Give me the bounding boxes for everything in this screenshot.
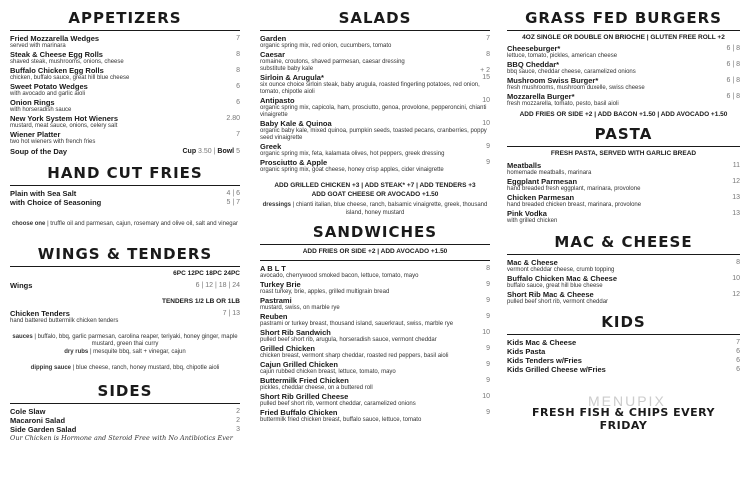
item-price: 9 — [486, 280, 490, 288]
item-desc: pulled beef short rib, vermont cheddar — [507, 298, 609, 305]
divider — [507, 254, 740, 255]
item-name: Buffalo Chicken Mac & Cheese — [507, 273, 618, 283]
item-desc-extra: substitute baby kale — [260, 66, 314, 72]
rubs-label: dry rubs — [64, 348, 89, 355]
item-desc: organic spring mix, red onion, cucumbers, tomato — [260, 43, 392, 49]
menu-item — [507, 356, 740, 365]
item-desc: with grilled chicken — [507, 217, 558, 224]
item-price: 6 — [736, 356, 740, 364]
rubs-note — [10, 349, 240, 357]
menu-item — [260, 344, 490, 360]
item-price: 9 — [486, 376, 490, 384]
item-name: Short Rib Sandwich — [260, 327, 331, 337]
pasta-head: FRESH PASTA, SERVED WITH GARLIC BREAD — [550, 150, 697, 157]
salads-add-1: ADD GRILLED CHICKEN +3 | ADD STEAK* +7 | ADD TENDERS +3 — [274, 182, 476, 189]
item-name: with Choice of Seasoning — [10, 198, 102, 207]
item-name: Side Garden Salad — [10, 424, 77, 434]
item-price: 10 — [482, 328, 490, 336]
salads-list — [260, 34, 490, 174]
sauces-text: | buffalo, bbq, garlic parmesan, carolina reaper, teriyaki, honey ginger, maple mustard, green thai curry — [34, 333, 238, 347]
item-desc: chicken, buffalo sauce, great hill blue cheese — [10, 75, 130, 81]
burgers-list — [507, 44, 740, 108]
item-name: Kids Pasta — [507, 346, 546, 356]
item-price: 7 — [736, 338, 740, 346]
item-price: 8 — [486, 264, 490, 272]
item-desc: buffalo sauce, great hill blue cheese — [507, 282, 603, 289]
item-desc: bbq sauce, cheddar cheese, caramelized onions — [507, 68, 636, 75]
sandwiches-title: SANDWICHES — [312, 223, 438, 241]
tenders-head: TENDERS 1/2 LB OR 1LB — [161, 297, 240, 305]
menu-item — [507, 274, 740, 290]
tenders-item — [10, 309, 240, 325]
kids-title: KIDS — [601, 312, 646, 331]
menu-item — [260, 408, 490, 424]
menu-item — [260, 376, 490, 392]
soup-cup-label: Cup — [182, 148, 197, 155]
tenders-name: Chicken Tenders — [10, 308, 70, 318]
item-desc: pulled beef short rib, vermont cheddar, caramelized onions — [260, 400, 416, 407]
item-desc: organic spring mix, capicola, ham, prosciutto, genoa, provolone, pepperoncini, chianti vinaigrette — [260, 105, 487, 118]
menu-item — [10, 98, 240, 114]
item-name: Fried Mozzarella Wedges — [10, 34, 100, 43]
wings-title: WINGS & TENDERS — [37, 244, 213, 263]
tenders-price: 7 | 13 — [222, 309, 240, 317]
menu-item — [507, 258, 740, 274]
item-price: 5 | 7 — [226, 199, 240, 206]
soup-item — [10, 147, 240, 156]
item-name: Eggplant Parmesan — [507, 176, 578, 186]
burgers-title: GRASS FED BURGERS — [525, 9, 722, 27]
item-desc: romaine, croutons, shaved parmesan, caesar dressing — [260, 59, 405, 65]
dipping-note — [10, 365, 240, 373]
soup-price — [182, 147, 240, 156]
column-left — [10, 0, 240, 442]
fries-list — [10, 189, 240, 207]
tenders-desc: hand battered buttermilk chicken tenders — [10, 317, 119, 324]
item-price: 13 — [732, 193, 740, 201]
divider — [507, 334, 740, 335]
item-desc: lettuce, tomato, pickles, american cheese — [507, 52, 618, 59]
divider — [10, 403, 240, 404]
item-name: Mushroom Swiss Burger* — [507, 75, 599, 85]
dress-label: dressings — [262, 202, 291, 208]
item-price: 7 — [486, 35, 490, 42]
item-name: A B L T — [260, 263, 286, 273]
divider — [260, 244, 490, 245]
item-desc: organic spring mix, feta, kalamata olives, hot peppers, greek dressing — [260, 151, 445, 157]
item-price: 10 — [482, 120, 490, 127]
item-price: 12 — [732, 177, 740, 185]
menu-item — [260, 264, 490, 280]
item-name: Macaroni Salad — [10, 415, 66, 425]
item-price: 6 | 8 — [726, 60, 740, 68]
column-right — [507, 0, 740, 432]
item-name: Plain with Sea Salt — [10, 189, 77, 198]
menu-item — [10, 114, 240, 130]
item-price: 8 — [486, 51, 490, 58]
burgers-head: 4OZ SINGLE OR DOUBLE ON BRIOCHE | GLUTEN FREE ROLL +2 — [522, 34, 725, 41]
sauces-note — [10, 334, 240, 349]
menu-item — [507, 177, 740, 193]
menu-item — [10, 425, 240, 434]
menu-item — [260, 119, 490, 142]
item-name: Short Rib Grilled Cheese — [260, 391, 349, 401]
dressings-note — [260, 202, 490, 217]
sandwiches-list — [260, 264, 490, 424]
menu-item — [10, 34, 240, 50]
appetizers-list — [10, 34, 240, 146]
menu-item — [507, 290, 740, 306]
menu-item — [10, 416, 240, 425]
item-desc: fresh mushrooms, mushroom duxelle, swiss cheese — [507, 84, 645, 91]
item-price: 2 — [236, 416, 240, 424]
menu-item — [260, 73, 490, 96]
salads-title: SALADS — [338, 9, 412, 27]
item-name: Mozzarella Burger* — [507, 91, 575, 101]
item-name: Turkey Brie — [260, 279, 301, 289]
divider — [260, 30, 490, 31]
item-price: 8 — [736, 258, 740, 266]
item-name: New York System Hot Wieners — [10, 114, 119, 123]
menu-item — [10, 82, 240, 98]
item-name: Chicken Parmesan — [507, 192, 575, 202]
item-name: Pastrami — [260, 295, 292, 305]
item-name: Kids Tenders w/Fries — [507, 355, 582, 365]
item-price: 6 — [236, 99, 240, 106]
item-price: 3 — [236, 425, 240, 433]
menu-item — [10, 189, 240, 198]
mac-list — [507, 258, 740, 306]
soup-name: Soup of the Day — [10, 147, 68, 156]
item-price: 6 | 8 — [726, 92, 740, 100]
wings-head: 6PC 12PC 18PC 24PC — [173, 269, 240, 277]
item-desc: two hot wieners with french fries — [10, 139, 96, 145]
item-name: Steak & Cheese Egg Rolls — [10, 50, 103, 59]
item-name: Reuben — [260, 311, 288, 321]
item-price: 9 — [486, 143, 490, 150]
menu-item — [260, 142, 490, 158]
item-name: Sweet Potato Wedges — [10, 82, 88, 91]
soup-bowl-price: 5 — [236, 148, 240, 155]
sandwiches-add: ADD FRIES OR SIDE +2 | ADD AVOCADO +1.50 — [302, 248, 448, 255]
item-desc: organic baby kale, mixed quinoa, pumpkin seeds, toasted pecans, cranberries, poppy seed vinaigrette — [260, 128, 487, 141]
item-price: 8 — [236, 67, 240, 74]
menu-item — [10, 130, 240, 146]
item-name: Greek — [260, 142, 282, 151]
item-desc: pickles, cheddar cheese, on a buttered roll — [260, 384, 373, 391]
menu-item — [507, 76, 740, 92]
item-price: 13 — [732, 209, 740, 217]
item-price: 6 — [736, 365, 740, 373]
item-price: 6 | 8 — [726, 44, 740, 52]
item-price: 6 — [236, 83, 240, 90]
item-price: 2 — [236, 407, 240, 415]
salads-add-2: ADD GOAT CHEESE OR AVOCADO +1.50 — [311, 190, 439, 198]
menu-item — [10, 407, 240, 416]
item-desc: served with marinara — [10, 43, 66, 49]
item-desc: mustard, meat sauce, onions, celery salt — [10, 123, 118, 129]
divider — [10, 266, 240, 267]
item-desc: avocado, cherrywood smoked bacon, lettuce, tomato, mayo — [260, 272, 419, 279]
divider — [10, 185, 240, 186]
rubs-text: | mesquite bbq, salt + vinegar, cajun — [89, 348, 186, 355]
menu-item — [260, 158, 490, 174]
item-price: 9 — [486, 344, 490, 352]
item-price: 9 — [486, 296, 490, 304]
menu-item — [507, 347, 740, 356]
menu-item — [260, 296, 490, 312]
mac-title: MAC & CHEESE — [554, 232, 693, 251]
choose-label: choose one — [12, 221, 46, 227]
item-desc: roast turkey, brie, apples, grilled multigrain bread — [260, 288, 390, 295]
item-name: Kids Grilled Cheese w/Fries — [507, 364, 606, 374]
item-name: Mac & Cheese — [507, 257, 558, 267]
item-name: Cajun Grilled Chicken — [260, 359, 338, 369]
item-price: 9 — [486, 360, 490, 368]
choose-text: | truffle oil and parmesan, cajun, rosemary and olive oil, salt and vinegar — [47, 221, 238, 227]
item-price: 7 — [236, 35, 240, 42]
item-price: 9 — [486, 159, 490, 166]
item-price: 9 — [486, 312, 490, 320]
menu-item — [260, 392, 490, 408]
item-name: Buttermilk Fried Chicken — [260, 375, 349, 385]
kids-list — [507, 338, 740, 374]
menu-item — [507, 60, 740, 76]
item-name: Cheeseburger* — [507, 43, 561, 53]
item-name: Buffalo Chicken Egg Rolls — [10, 66, 104, 75]
item-name: Fried Buffalo Chicken — [260, 407, 338, 417]
divider — [260, 260, 490, 261]
menu-item — [507, 209, 740, 225]
dip-text: | blue cheese, ranch, honey mustard, bbq, chipotle aioli — [72, 365, 220, 371]
wings-name: Wings — [10, 280, 33, 290]
item-desc: pulled beef short rib, arugula, horseradish sauce, vermont cheddar — [260, 336, 437, 343]
fries-title: HAND CUT FRIES — [47, 164, 203, 182]
fish-friday-banner: FRESH FISH & CHIPS EVERY FRIDAY — [531, 405, 715, 432]
pasta-list — [507, 161, 740, 225]
menu-item — [260, 34, 490, 50]
menu-item — [507, 92, 740, 108]
item-name: Caesar — [260, 50, 286, 59]
item-name: Antipasto — [260, 96, 295, 105]
item-name: Wiener Platter — [10, 130, 61, 139]
item-price: 6 | 8 — [726, 76, 740, 84]
menu-item — [507, 161, 740, 177]
item-name: Meatballs — [507, 160, 542, 170]
item-desc: with horseradish sauce — [10, 107, 72, 113]
item-desc: pastrami or turkey breast, thousand island, sauerkraut, swiss, marble rye — [260, 320, 454, 327]
item-price: 10 — [732, 274, 740, 282]
item-name: Baby Kale & Quinoa — [260, 119, 332, 128]
item-desc: cajun rubbed chicken breast, lettuce, tomato, mayo — [260, 368, 396, 375]
item-desc: vermont cheddar cheese, crumb topping — [507, 266, 615, 273]
item-name: Onion Rings — [10, 98, 55, 107]
item-price: 6 — [736, 347, 740, 355]
menu-item — [260, 50, 490, 73]
soup-sep: | — [213, 148, 216, 155]
item-desc: buttermilk fried chicken breast, buffalo sauce, lettuce, tomato — [260, 416, 422, 423]
item-name: Garden — [260, 34, 287, 43]
divider — [507, 146, 740, 147]
burgers-add: ADD FRIES OR SIDE +2 | ADD BACON +1.50 | ADD AVOCADO +1.50 — [519, 110, 728, 118]
menu-item — [10, 50, 240, 66]
menu-item — [260, 312, 490, 328]
item-price: 11 — [732, 161, 740, 169]
menu-item — [260, 96, 490, 119]
item-desc: shaved steak, mushrooms, onions, cheese — [10, 59, 124, 65]
menu-item — [260, 280, 490, 296]
wings-item — [10, 281, 240, 290]
column-middle — [260, 0, 490, 424]
menu-item — [507, 338, 740, 347]
item-desc: organic spring mix, goat cheese, honey crisp apples, cider vinaigrette — [260, 167, 444, 173]
item-desc: fresh mozzarella, tomato, pesto, basil aioli — [507, 100, 619, 107]
menu-item — [507, 365, 740, 374]
chicken-tagline: Our Chicken is Hormone and Steroid Free with No Antibiotics Ever — [10, 433, 233, 442]
fries-choose-note — [10, 221, 240, 229]
wings-price: 6 | 12 | 18 | 24 — [195, 281, 240, 289]
item-desc: hand breaded fresh eggplant, marinara, provolone — [507, 185, 641, 192]
menu-item — [260, 360, 490, 376]
sides-list — [10, 407, 240, 434]
item-price: 4 | 6 — [226, 190, 240, 197]
item-price: 10 — [482, 392, 490, 400]
item-desc: mustard, swiss, on marble rye — [260, 304, 340, 311]
item-price: 12 — [732, 290, 740, 298]
item-price: 8 — [236, 51, 240, 58]
item-price-extra: + 2 — [480, 67, 490, 74]
item-name: BBQ Cheddar* — [507, 59, 560, 69]
divider — [507, 30, 740, 31]
item-desc: chicken breast, vermont sharp cheddar, roasted red peppers, basil aioli — [260, 352, 449, 359]
watermark-logo: MENUPIX — [588, 393, 666, 409]
sides-title: SIDES — [97, 381, 153, 400]
item-price: 2.80 — [226, 115, 240, 122]
dip-label: dipping sauce — [30, 365, 71, 371]
item-name: Cole Slaw — [10, 406, 46, 416]
item-desc: hand breaded chicken breast, marinara, provolone — [507, 201, 642, 208]
divider — [10, 30, 240, 31]
item-desc: with avocado and garlic aioli — [10, 91, 86, 97]
soup-cup-price: 3.50 — [198, 148, 212, 155]
menu-item — [507, 193, 740, 209]
item-desc: six ounce choice sirloin steak, baby arugula, roasted fingerling potatoes, red onion, tomato, chipotle aioli — [260, 82, 480, 95]
menu-item — [10, 198, 240, 207]
item-price: 7 — [236, 131, 240, 138]
pasta-title: PASTA — [594, 125, 653, 143]
item-name: Kids Mac & Cheese — [507, 337, 577, 347]
menu-item — [260, 328, 490, 344]
item-price: 9 — [486, 408, 490, 416]
menu-item — [10, 66, 240, 82]
item-name: Grilled Chicken — [260, 343, 316, 353]
dress-text: | chianti italian, blue cheese, ranch, balsamic vinaigrette, greek, thousand island, honey mustard — [292, 202, 488, 216]
soup-bowl-label: Bowl — [217, 148, 235, 155]
item-name: Prosciutto & Apple — [260, 158, 328, 167]
item-price: 15 — [482, 74, 490, 81]
item-price: 10 — [482, 97, 490, 104]
item-name: Pink Vodka — [507, 208, 547, 218]
sauces-label: sauces — [12, 333, 33, 340]
menu-item — [507, 44, 740, 60]
item-desc: homemade meatballs, marinara — [507, 169, 592, 176]
appetizers-title: APPETIZERS — [68, 9, 182, 27]
item-name: Sirloin & Arugula* — [260, 73, 324, 82]
item-name: Short Rib Mac & Cheese — [507, 289, 594, 299]
